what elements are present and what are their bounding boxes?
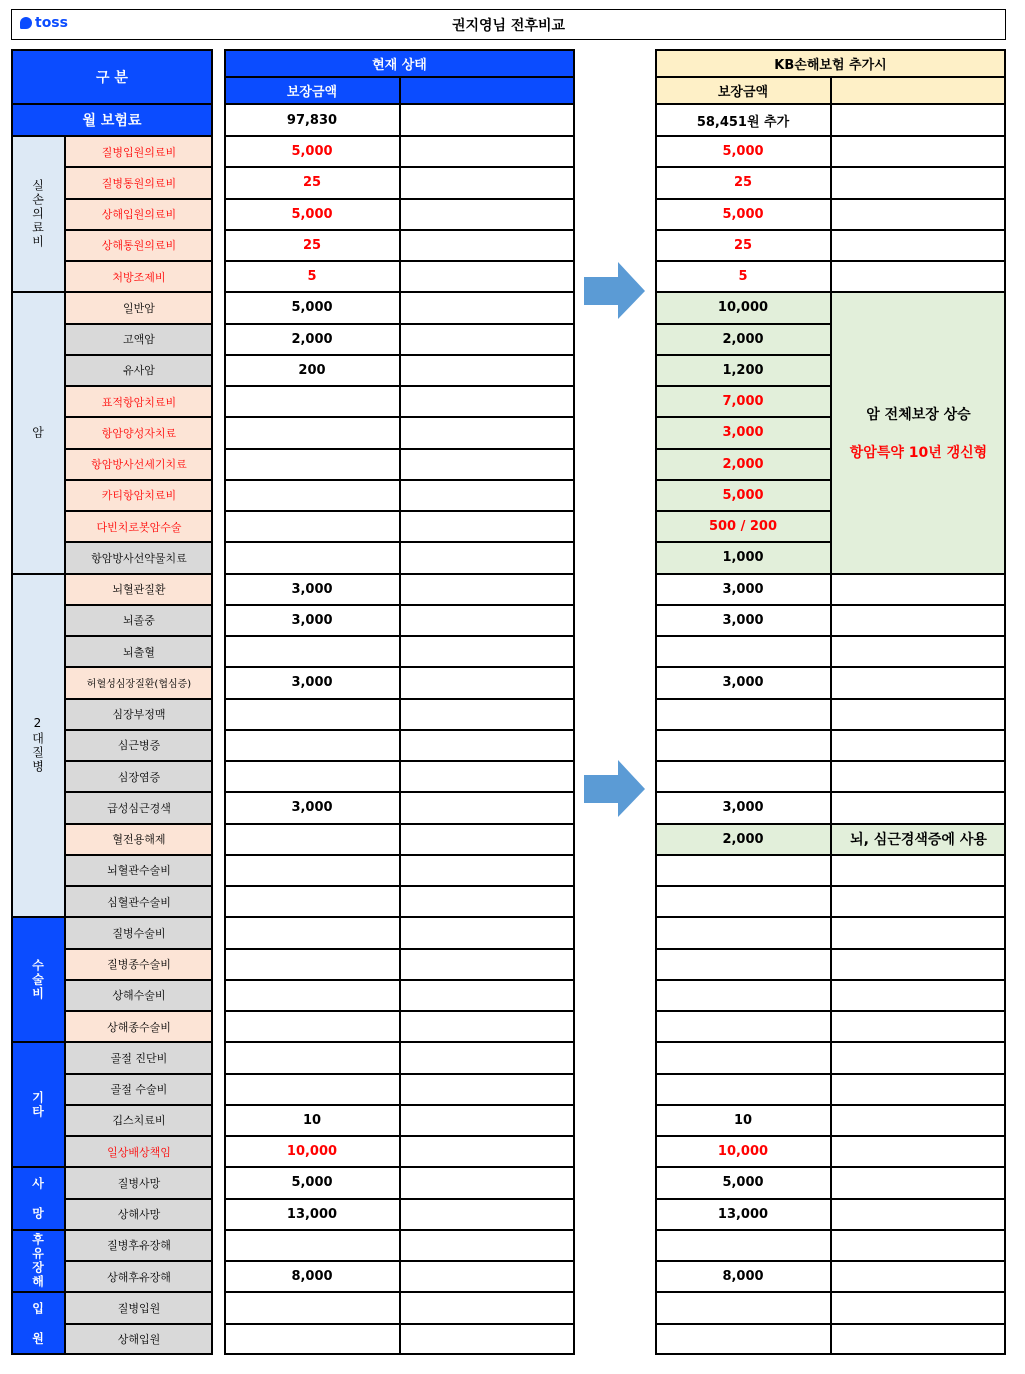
proposal-amount: 25 [655,167,831,198]
current-amount [224,980,400,1011]
item-label: 항암방사선세기치료 [65,449,213,480]
current-amount [224,730,400,761]
item-label: 뇌혈관수술비 [65,855,213,886]
proposal-amount [655,1042,831,1073]
category-cell [11,1230,65,1293]
proposal-extra [831,980,1006,1011]
current-extra [400,1167,575,1198]
item-label: 질병입원의료비 [65,136,213,167]
cancer-note [831,292,1006,573]
proposal-extra [831,1167,1006,1198]
proposal-extra [831,1011,1006,1042]
category-cell [11,1167,65,1230]
current-extra [400,167,575,198]
current-extra [400,730,575,761]
current-extra [400,1074,575,1105]
proposal-extra [831,1042,1006,1073]
current-extra [400,480,575,511]
current-amount [224,636,400,667]
proposal-amount: 5,000 [655,136,831,167]
category-cell [11,574,65,918]
category-label: 2대질병 [30,716,45,775]
category-cell [11,1042,65,1167]
current-amount [224,1230,400,1261]
proposal-amount [655,636,831,667]
proposal-amount [655,1230,831,1261]
item-label: 심근병증 [65,730,213,761]
current-amount: 25 [224,167,400,198]
current-extra [400,1324,575,1355]
current-amount [224,449,400,480]
item-label: 상해사망 [65,1199,213,1230]
current-extra [400,605,575,636]
premium-label: 월 보험료 [11,104,213,136]
proposal-amount [655,886,831,917]
item-label: 유사암 [65,355,213,386]
current-extra [400,699,575,730]
item-label: 심장부정맥 [65,699,213,730]
category-label: 암 [30,425,45,440]
cancer-note-line1: 암 전체보장 상승 [866,406,971,423]
current-extra [400,199,575,230]
current-extra [400,511,575,542]
current-extra [400,886,575,917]
current-extra [400,980,575,1011]
proposal-amount: 500 / 200 [655,511,831,542]
current-extra [400,1261,575,1292]
proposal-amount: 13,000 [655,1199,831,1230]
current-amount: 5 [224,261,400,292]
item-label: 상해종수술비 [65,1011,213,1042]
current-amount: 5,000 [224,1167,400,1198]
current-amount: 3,000 [224,792,400,823]
current-amount: 200 [224,355,400,386]
category-label: 수술비 [30,958,45,1001]
proposal-extra [831,1199,1006,1230]
proposal-amount: 10,000 [655,1136,831,1167]
item-label: 질병종수술비 [65,949,213,980]
proposal-extra [831,1074,1006,1105]
proposal-extra [831,199,1006,230]
category-header: 구 분 [11,49,213,104]
current-extra [400,292,575,323]
proposal-extra [831,917,1006,948]
item-label: 심혈관수술비 [65,886,213,917]
current-amount: 25 [224,230,400,261]
proposal-extra [831,636,1006,667]
current-extra [400,1230,575,1261]
proposal-amount [655,730,831,761]
proposal-extra [831,605,1006,636]
proposal-amount [655,1011,831,1042]
proposal-amount [655,761,831,792]
item-label: 표적항암치료비 [65,386,213,417]
proposal-extra [831,667,1006,698]
category-cell [11,917,65,1042]
current-extra [400,417,575,448]
item-label: 일반암 [65,292,213,323]
current-amount [224,949,400,980]
proposal-amount: 1,200 [655,355,831,386]
item-label: 질병수술비 [65,917,213,948]
current-extra [400,386,575,417]
current-amount [224,699,400,730]
proposal-note: 뇌, 심근경색증에 사용 [831,824,1006,855]
proposal-amount: 5,000 [655,1167,831,1198]
category-label: 기타 [30,1090,45,1119]
item-label: 골절 수술비 [65,1074,213,1105]
proposal-amount [655,917,831,948]
current-extra [400,574,575,605]
current-extra [400,1292,575,1323]
proposal-extra [831,792,1006,823]
current-amount [224,761,400,792]
proposal-extra [831,1136,1006,1167]
current-amount [224,386,400,417]
current-amount: 8,000 [224,1261,400,1292]
item-label: 질병통원의료비 [65,167,213,198]
item-label: 질병후유장해 [65,1230,213,1261]
item-label: 뇌출혈 [65,636,213,667]
current-extra [400,136,575,167]
current-extra [400,792,575,823]
current-amount [224,886,400,917]
current-extra [400,855,575,886]
title-bar [11,9,1006,40]
proposal-amount [655,855,831,886]
item-label: 처방조제비 [65,261,213,292]
current-amount [224,855,400,886]
current-amount [224,917,400,948]
proposal-amount: 3,000 [655,605,831,636]
proposal-amount: 1,000 [655,542,831,573]
item-label: 골절 진단비 [65,1042,213,1073]
item-label: 상해입원 [65,1324,213,1355]
current-amount: 5,000 [224,292,400,323]
proposal-amount: 8,000 [655,1261,831,1292]
proposal-extra [831,761,1006,792]
current-extra [400,917,575,948]
item-label: 일상배상책임 [65,1136,213,1167]
category-label: 사 망 [30,1176,45,1221]
current-amount [224,1324,400,1355]
proposal-extra [831,261,1006,292]
current-amount [224,824,400,855]
proposal-amount: 25 [655,230,831,261]
proposal-amount: 10 [655,1105,831,1136]
proposal-extra [831,886,1006,917]
current-extra [400,230,575,261]
current-amount: 5,000 [224,136,400,167]
proposal-extra [831,136,1006,167]
current-extra [400,261,575,292]
proposal-col1-header: 보장금액 [655,77,831,104]
proposal-amount: 3,000 [655,667,831,698]
item-label: 상해수술비 [65,980,213,1011]
proposal-amount: 2,000 [655,324,831,355]
current-amount [224,1042,400,1073]
current-extra [400,667,575,698]
current-col2-header [400,77,575,104]
proposal-amount: 5 [655,261,831,292]
current-amount [224,417,400,448]
current-amount [224,542,400,573]
proposal-extra [831,1261,1006,1292]
item-label: 혈전용해제 [65,824,213,855]
item-label: 항암방사선약물치료 [65,542,213,573]
current-col1-header: 보장금액 [224,77,400,104]
item-label: 고액암 [65,324,213,355]
current-amount: 13,000 [224,1199,400,1230]
current-extra [400,1011,575,1042]
proposal-premium-extra [831,104,1006,136]
proposal-amount [655,699,831,730]
proposal-extra [831,730,1006,761]
proposal-extra [831,1292,1006,1323]
arrow-right-icon [584,760,646,818]
current-extra [400,449,575,480]
proposal-amount: 3,000 [655,574,831,605]
proposal-extra [831,167,1006,198]
current-amount [224,511,400,542]
proposal-extra [831,1230,1006,1261]
current-amount: 3,000 [224,667,400,698]
item-label: 깁스치료비 [65,1105,213,1136]
item-label: 상해후유장해 [65,1261,213,1292]
current-amount [224,1292,400,1323]
item-label: 상해입원의료비 [65,199,213,230]
current-amount: 10,000 [224,1136,400,1167]
item-label: 뇌졸중 [65,605,213,636]
current-amount: 3,000 [224,605,400,636]
current-amount: 5,000 [224,199,400,230]
item-label: 다빈치로봇암수술 [65,511,213,542]
item-label: 상해통원의료비 [65,230,213,261]
category-cell [11,136,65,292]
item-label: 급성심근경색 [65,792,213,823]
current-extra [400,355,575,386]
category-cell [11,1292,65,1355]
item-label: 뇌혈관질환 [65,574,213,605]
current-amount: 3,000 [224,574,400,605]
proposal-amount [655,1292,831,1323]
proposal-amount [655,949,831,980]
proposal-amount [655,1074,831,1105]
proposal-amount: 10,000 [655,292,831,323]
proposal-extra [831,949,1006,980]
proposal-amount: 3,000 [655,792,831,823]
current-amount: 10 [224,1105,400,1136]
proposal-extra [831,855,1006,886]
current-title: 현재 상태 [224,49,575,77]
proposal-amount: 5,000 [655,480,831,511]
proposal-title: KB손해보험 추가시 [655,49,1006,77]
proposal-amount [655,1324,831,1355]
current-extra [400,1105,575,1136]
proposal-extra [831,230,1006,261]
proposal-amount: 3,000 [655,417,831,448]
item-label: 카티항암치료비 [65,480,213,511]
item-label: 질병입원 [65,1292,213,1323]
current-extra [400,542,575,573]
current-extra [400,1136,575,1167]
toss-logo-text: toss [35,15,68,31]
current-extra [400,761,575,792]
arrow-right-icon [584,262,646,320]
proposal-premium: 58,451원 추가 [655,104,831,136]
proposal-col2-header [831,77,1006,104]
current-extra [400,636,575,667]
proposal-extra [831,699,1006,730]
cancer-note-line2: 항암특약 10년 갱신형 [849,444,988,461]
page-title: 권지영님 전후비교 [451,17,566,34]
proposal-amount: 5,000 [655,199,831,230]
current-extra [400,949,575,980]
item-label: 항암양성자치료 [65,417,213,448]
current-extra [400,1199,575,1230]
proposal-amount: 7,000 [655,386,831,417]
item-label: 질병사망 [65,1167,213,1198]
proposal-extra [831,1105,1006,1136]
proposal-amount: 2,000 [655,449,831,480]
proposal-amount [655,980,831,1011]
current-amount [224,480,400,511]
item-label: 허혈성심장질환(협심증) [65,667,213,698]
current-amount: 2,000 [224,324,400,355]
item-label: 심장염증 [65,761,213,792]
category-label: 실손의료비 [30,179,45,250]
current-premium: 97,830 [224,104,400,136]
current-extra [400,824,575,855]
current-premium-extra [400,104,575,136]
category-cell [11,292,65,573]
proposal-amount: 2,000 [655,824,831,855]
current-amount [224,1011,400,1042]
current-amount [224,1074,400,1105]
current-extra [400,324,575,355]
proposal-extra [831,574,1006,605]
category-label: 후유장해 [30,1233,45,1289]
category-label: 입 원 [30,1301,45,1346]
proposal-extra [831,1324,1006,1355]
current-extra [400,1042,575,1073]
